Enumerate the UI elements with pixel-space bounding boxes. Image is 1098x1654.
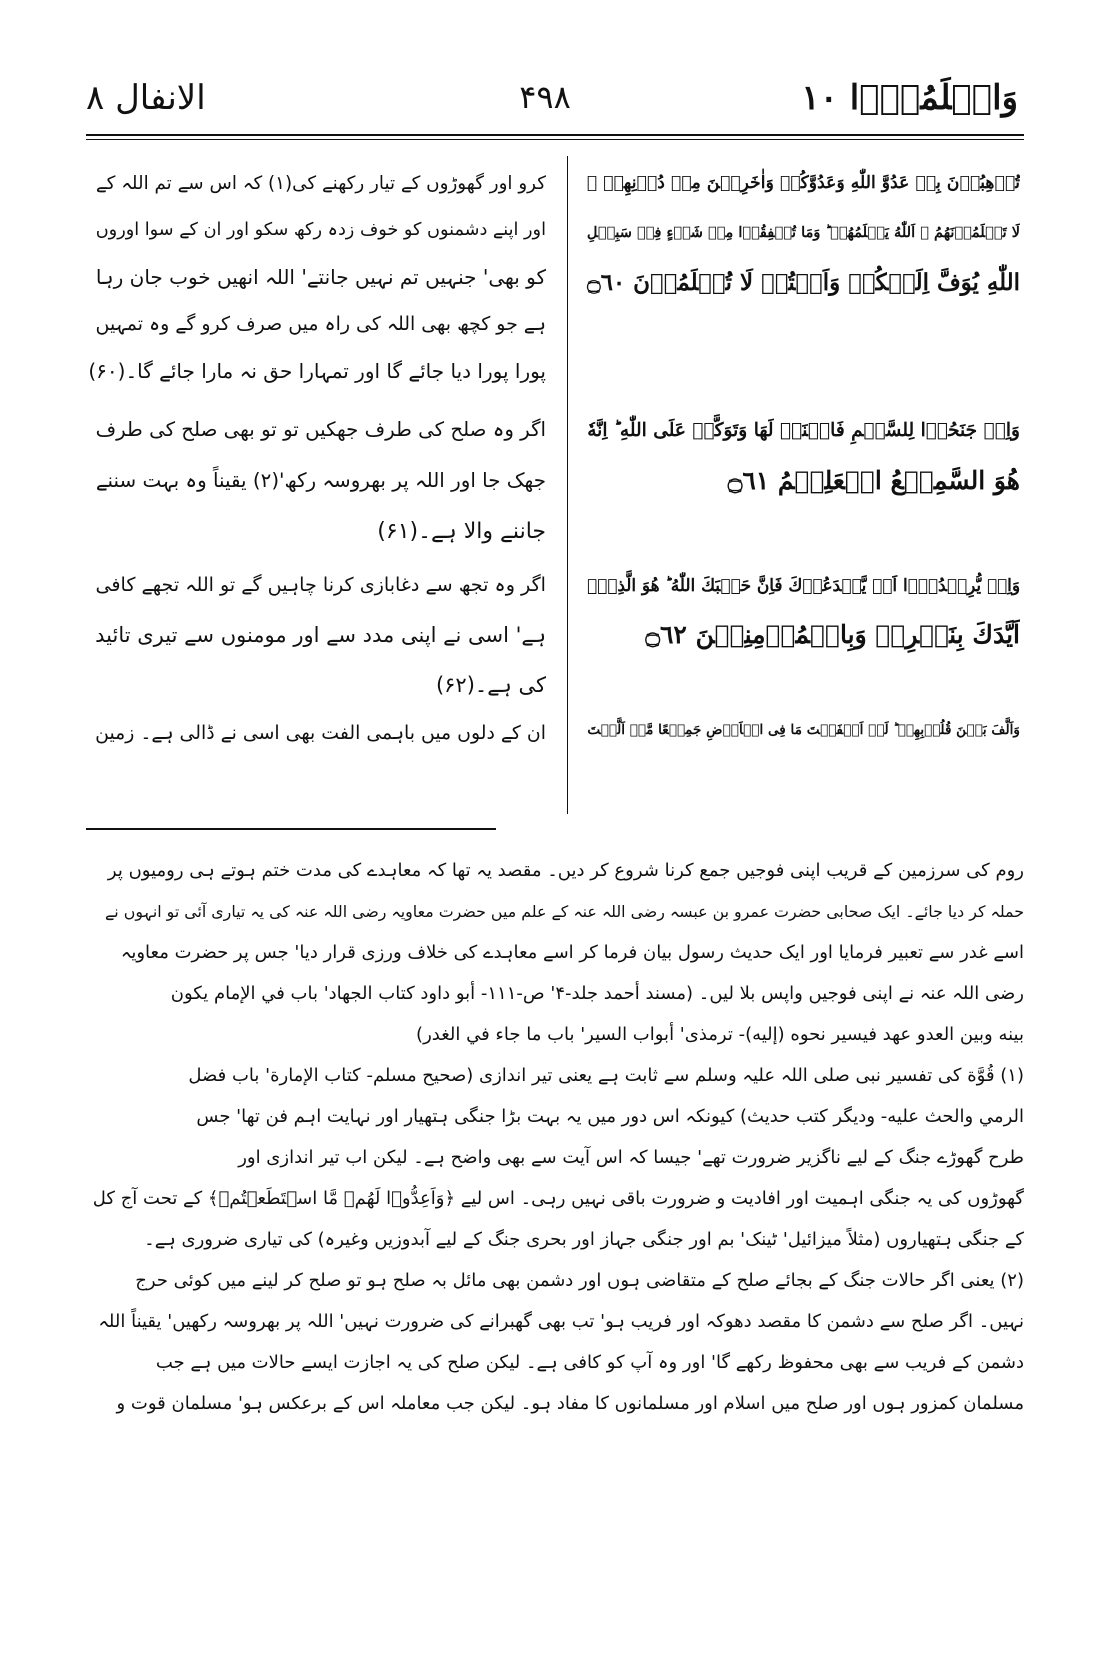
arabic-line: لَا تَعۡلَمُوۡنَهُمُ ۚ اَللّٰهُ يَعۡلَمُهُمۡ ؕ وَمَا تُنۡفِقُوۡا مِنۡ شَىۡءٍ فِىۡ سَبِيۡلِ xyxy=(586,224,1020,241)
arabic-line: وَاَلَّفَ بَيۡنَ قُلُوۡبِهِمۡ ؕ لَوۡ اَنۡفَقۡتَ مَا فِى الۡاَرۡضِ جَمِيۡعًا مَّاۤ اَلَّفۡتَ xyxy=(587,722,1020,738)
arabic-line: وَاِنۡ يُّرِيۡدُوۡۤا اَنۡ يَّخۡدَعُوۡكَ فَاِنَّ حَسۡبَكَ اللّٰهُ ؕ هُوَ الَّذِىۡۤ xyxy=(587,575,1020,595)
translation-63 xyxy=(86,710,546,756)
surah-label: الانفال ٨ xyxy=(86,78,206,118)
translation-line: پورا پورا دیا جائے گا اور تمہارا حق نہ مارا جائے گا۔(۶۰) xyxy=(88,359,546,383)
translation-line: کرو اور گھوڑوں کے تیار رکھنے کی(۱) کہ اس سے تم اللہ کے xyxy=(95,173,546,194)
footnote-line: گھوڑوں کی یہ جنگی اہمیت اور افادیت و ضرورت باقی نہیں رہی۔ اس لیے ﴿وَاَعِدُّوۡا لَهُمۡ مَّا اسۡتَطَعۡتُمۡ﴾ کے تحت آج کل xyxy=(92,1188,1024,1209)
arabic-verse-63 xyxy=(578,705,1020,755)
translation-line: اگر وہ تجھ سے دغابازی کرنا چاہیں گے تو اللہ تجھے کافی xyxy=(95,573,546,596)
translation-line: ان کے دلوں میں باہمی الفت بھی اسی نے ڈالی ہے۔ زمین xyxy=(95,722,546,744)
footnote-line: (۲) یعنی اگر حالات جنگ کے بجائے صلح کے متقاضی ہوں اور دشمن بھی مائل بہ صلح ہو تو صلح کر لینے میں کوئی حرج xyxy=(135,1270,1024,1291)
footnote-line: روم کی سرزمین کے قریب اپنی فوجیں جمع کرنا شروع کر دیں۔ مقصد یہ تھا کہ معاہدے کی مدت ختم ہوتے ہی رومیوں پر xyxy=(107,860,1024,881)
header-rule-thin xyxy=(86,139,1024,140)
translation-line: ہے جو کچھ بھی اللہ کی راہ میں صرف کرو گے وہ تمہیں xyxy=(95,313,546,335)
translation-61 xyxy=(86,404,546,557)
footnotes xyxy=(86,850,1024,1424)
footnote-line: طرح گھوڑے جنگ کے لیے ناگزیر ضرورت تھے' جیسا کہ اس آیت سے بھی واضح ہے۔ لیکن اب تیر اندازی اور xyxy=(238,1147,1024,1168)
footnote-rule xyxy=(86,828,496,830)
translation-line: ہے' اسی نے اپنی مدد سے اور مومنوں سے تیری تائید xyxy=(95,623,546,647)
footnote-line: کے جنگی ہتھیاروں (مثلاً میزائیل' ٹینک' بم اور جنگی جہاز اور بحری جنگ کے لیے آبدوزیں وغیرہ) کی تیاری ضروری ہے۔ xyxy=(144,1229,1024,1250)
arabic-verse-61 xyxy=(578,406,1020,506)
column-divider xyxy=(567,156,568,814)
translation-line: اور اپنے دشمنوں کو خوف زدہ رکھ سکو اور ان کے سوا اوروں xyxy=(95,220,546,240)
arabic-line: تُرۡهِبُوۡنَ بِهٖ عَدُوَّ اللّٰهِ وَعَدُوَّكُمۡ وَاٰخَرِيۡنَ مِنۡ دُوۡنِهِمۡ ۚ xyxy=(586,173,1020,193)
translation-line: اگر وہ صلح کی طرف جھکیں تو تو بھی صلح کی طرف xyxy=(95,418,546,441)
footnote-line: مسلمان کمزور ہوں اور صلح میں اسلام اور مسلمانوں کا مفاد ہو۔ لیکن جب معاملہ اس کے برعکس ہو' مسلمان قوت و xyxy=(116,1393,1024,1414)
header-rule xyxy=(86,134,1024,136)
translation-line: جھک جا اور اللہ پر بھروسہ رکھ'(۲) یقیناً وہ بہت سننے xyxy=(95,469,546,492)
arabic-verse-60 xyxy=(578,158,1020,308)
translation-line: کی ہے۔(۶۲) xyxy=(435,673,546,697)
footnote-line: حملہ کر دیا جائے۔ ایک صحابی حضرت عمرو بن عبسہ رضی اللہ عنہ کے علم میں حضرت معاویہ رضی اللہ عنہ کی یہ تیاری آئی تو انہوں نے xyxy=(105,902,1024,921)
footnote-line: دشمن کے فریب سے بھی محفوظ رکھے گا' اور وہ آپ کو کافی ہے۔ لیکن صلح کی یہ اجازت ایسے حالات میں ہے جب xyxy=(155,1352,1024,1373)
footnote-line: الرمي والحث عليه- ودیگر کتب حدیث) کیونکہ اس دور میں یہ بہت بڑا جنگی ہتھیار اور نہایت اہم فن تھا' جس xyxy=(196,1106,1024,1127)
footnote-line: اسے غدر سے تعبیر فرمایا اور ایک حدیث رسول بیان فرما کر اسے معاہدے کی خلاف ورزی قرار دیا' جس پر حضرت معاویہ xyxy=(120,942,1024,963)
page-number: ۴۹۸ xyxy=(519,78,571,116)
footnote-line: (۱) قُوَّة کی تفسیر نبی صلی اللہ علیہ وسلم سے ثابت ہے یعنی تیر اندازی (صحیح مسلم- كتاب الإمارة' باب فضل xyxy=(188,1065,1024,1086)
translation-60 xyxy=(86,160,546,395)
translation-62 xyxy=(86,560,546,710)
translation-line: کو بھی' جنہیں تم نہیں جانتے' اللہ انھیں خوب جان رہا xyxy=(95,265,546,289)
footnote-line: نہیں۔ اگر صلح سے دشمن کا مقصد دھوکہ اور فریب ہو' تب بھی گھبرانے کی ضرورت نہیں' اللہ پر بھروسہ رکھیں' یقیناً اللہ xyxy=(98,1311,1024,1332)
footnote-line: رضی اللہ عنہ نے اپنی فوجیں واپس بلا لیں۔ (مسند أحمد جلد-۴' ص-۱۱۱- أبو داود كتاب الجهاد' باب في الإمام يكون xyxy=(170,983,1024,1004)
arabic-line: اَيَّدَكَ بِنَصۡرِهٖ وَبِالۡمُؤۡمِنِيۡنَ ۝٦٢ xyxy=(645,620,1020,649)
arabic-line: هُوَ السَّمِيۡعُ الۡعَلِيۡمُ ۝٦١ xyxy=(727,466,1020,495)
footnote-line: بينه وبين العدو عهد فيسير نحوه (إليه)- ترمذی' أبواب السير' باب ما جاء في الغدر) xyxy=(416,1024,1024,1045)
translation-line: جاننے والا ہے۔(۶۱) xyxy=(377,519,546,544)
arabic-line: وَاِنۡ جَنَحُوۡا لِلسَّلۡمِ فَاجۡنَحۡ لَهَا وَتَوَكَّلۡ عَلَى اللّٰهِ ؕ اِنَّهٗ xyxy=(587,420,1020,441)
juz-label: وَاعۡلَمُوۡۤا ١٠ xyxy=(801,78,1018,118)
arabic-line: اللّٰهِ يُوَفَّ اِلَيۡكُمۡ وَاَنۡتُمۡ لَا تُظۡلَمُوۡنَ ۝٦٠ xyxy=(587,270,1020,296)
arabic-verse-62 xyxy=(578,560,1020,660)
